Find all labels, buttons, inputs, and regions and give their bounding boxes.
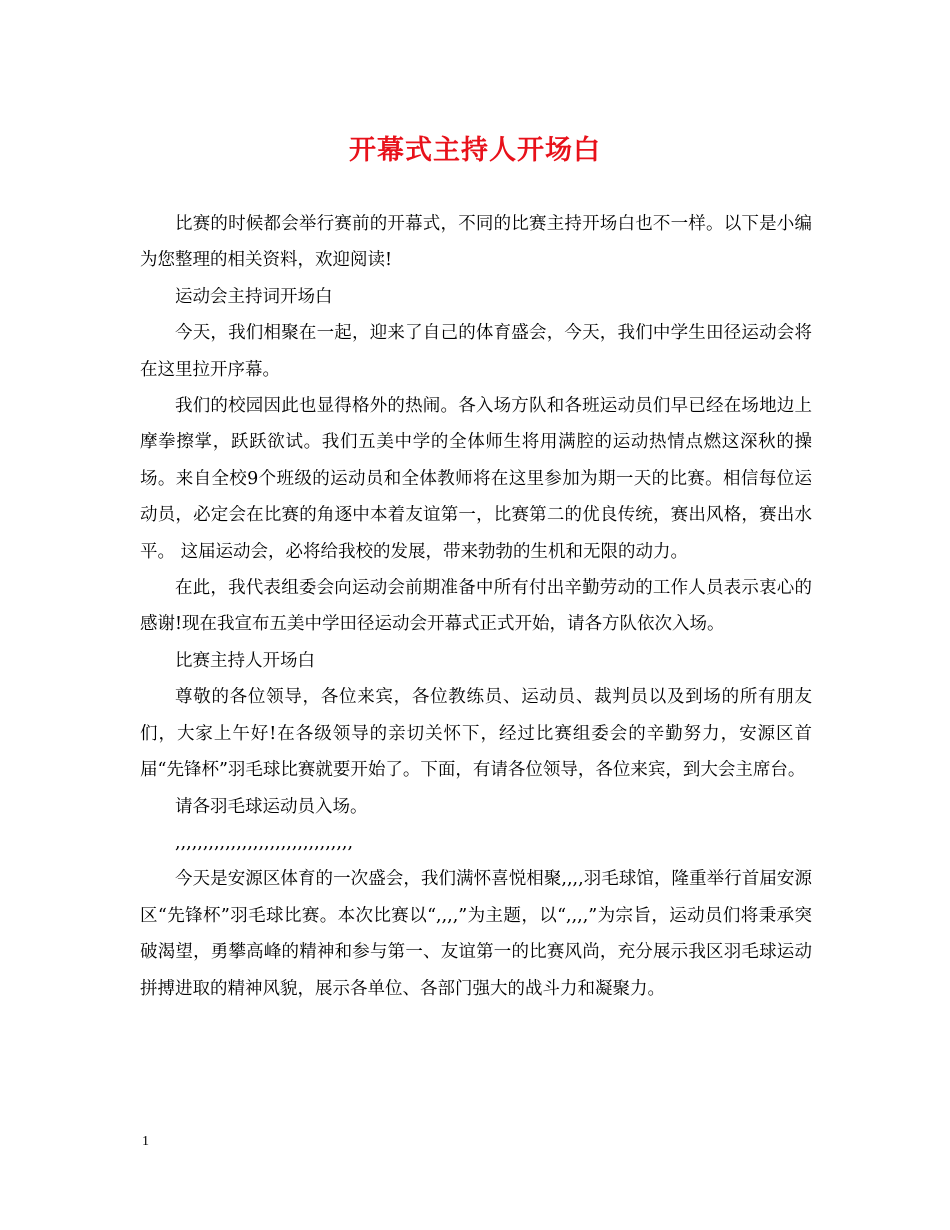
page-number: 1 (142, 1134, 149, 1149)
paragraph: 在此，我代表组委会向运动会前期准备中所有付出辛勤劳动的工作人员表示衷心的感谢!现在我宣布五美中学田径运动会开幕式正式开始，请各方队依次入场。 (140, 578, 812, 635)
paragraph: 请各羽毛球运动员入场。 (175, 796, 368, 817)
paragraph: 今天是安源区体育的一次盛会，我们满怀喜悦相聚,,,,羽毛球馆，隆重举行首届安源区“先锋杯”羽毛球比赛。本次比赛以“,,,,”为主题，以“,,,,”为宗旨，运动员们将秉承突破渴望，勇攀高峰的精神和参与第一、友谊第一的比赛风尚，充分展示我区羽毛球运动拼搏进取的精神风貌，展示各单位、各部门强大的战斗力和凝聚力。 (140, 869, 812, 999)
section-heading-competition-host: 比赛主持人开场白 (175, 650, 315, 671)
paragraph: 我们的校园因此也显得格外的热闹。各入场方队和各班运动员们早已经在场地边上摩拳擦掌，跃跃欲试。我们五美中学的全体师生将用满腔的运动热情点燃这深秋的操场。来自全校9个班级的运动员和全体教师将在这里参加为期一天的比赛。相信每位运动员，必定会在比赛的角逐中本着友谊第一，比赛第二的优良传统，赛出风格，赛出水平。 这届运动会，必将给我校的发展，带来勃勃的生机和无限的动力。 (140, 396, 812, 562)
paragraph: 尊敬的各位领导，各位来宾，各位教练员、运动员、裁判员以及到场的所有朋友们，大家上午好!在各级领导的亲切关怀下，经过比赛组委会的辛勤努力，安源区首届“先锋杯”羽毛球比赛就要开始了。下面，有请各位领导，各位来宾，到大会主席台。 (140, 687, 812, 781)
document-title: 开幕式主持人开场白 (349, 135, 601, 166)
paragraph: 今天，我们相聚在一起，迎来了自己的体育盛会，今天，我们中学生田径运动会将在这里拉开序幕。 (140, 323, 812, 380)
paragraph-placeholder-commas: ,,,,,,,,,,,,,,,,,,,,,,,,,,,,,,,, (175, 832, 354, 853)
document-body (140, 206, 812, 1007)
section-heading-sports-meet: 运动会主持词开场白 (175, 286, 333, 307)
paragraph-intro: 比赛的时候都会举行赛前的开幕式，不同的比赛主持开场白也不一样。以下是小编为您整理的相关资料，欢迎阅读! (140, 214, 812, 271)
